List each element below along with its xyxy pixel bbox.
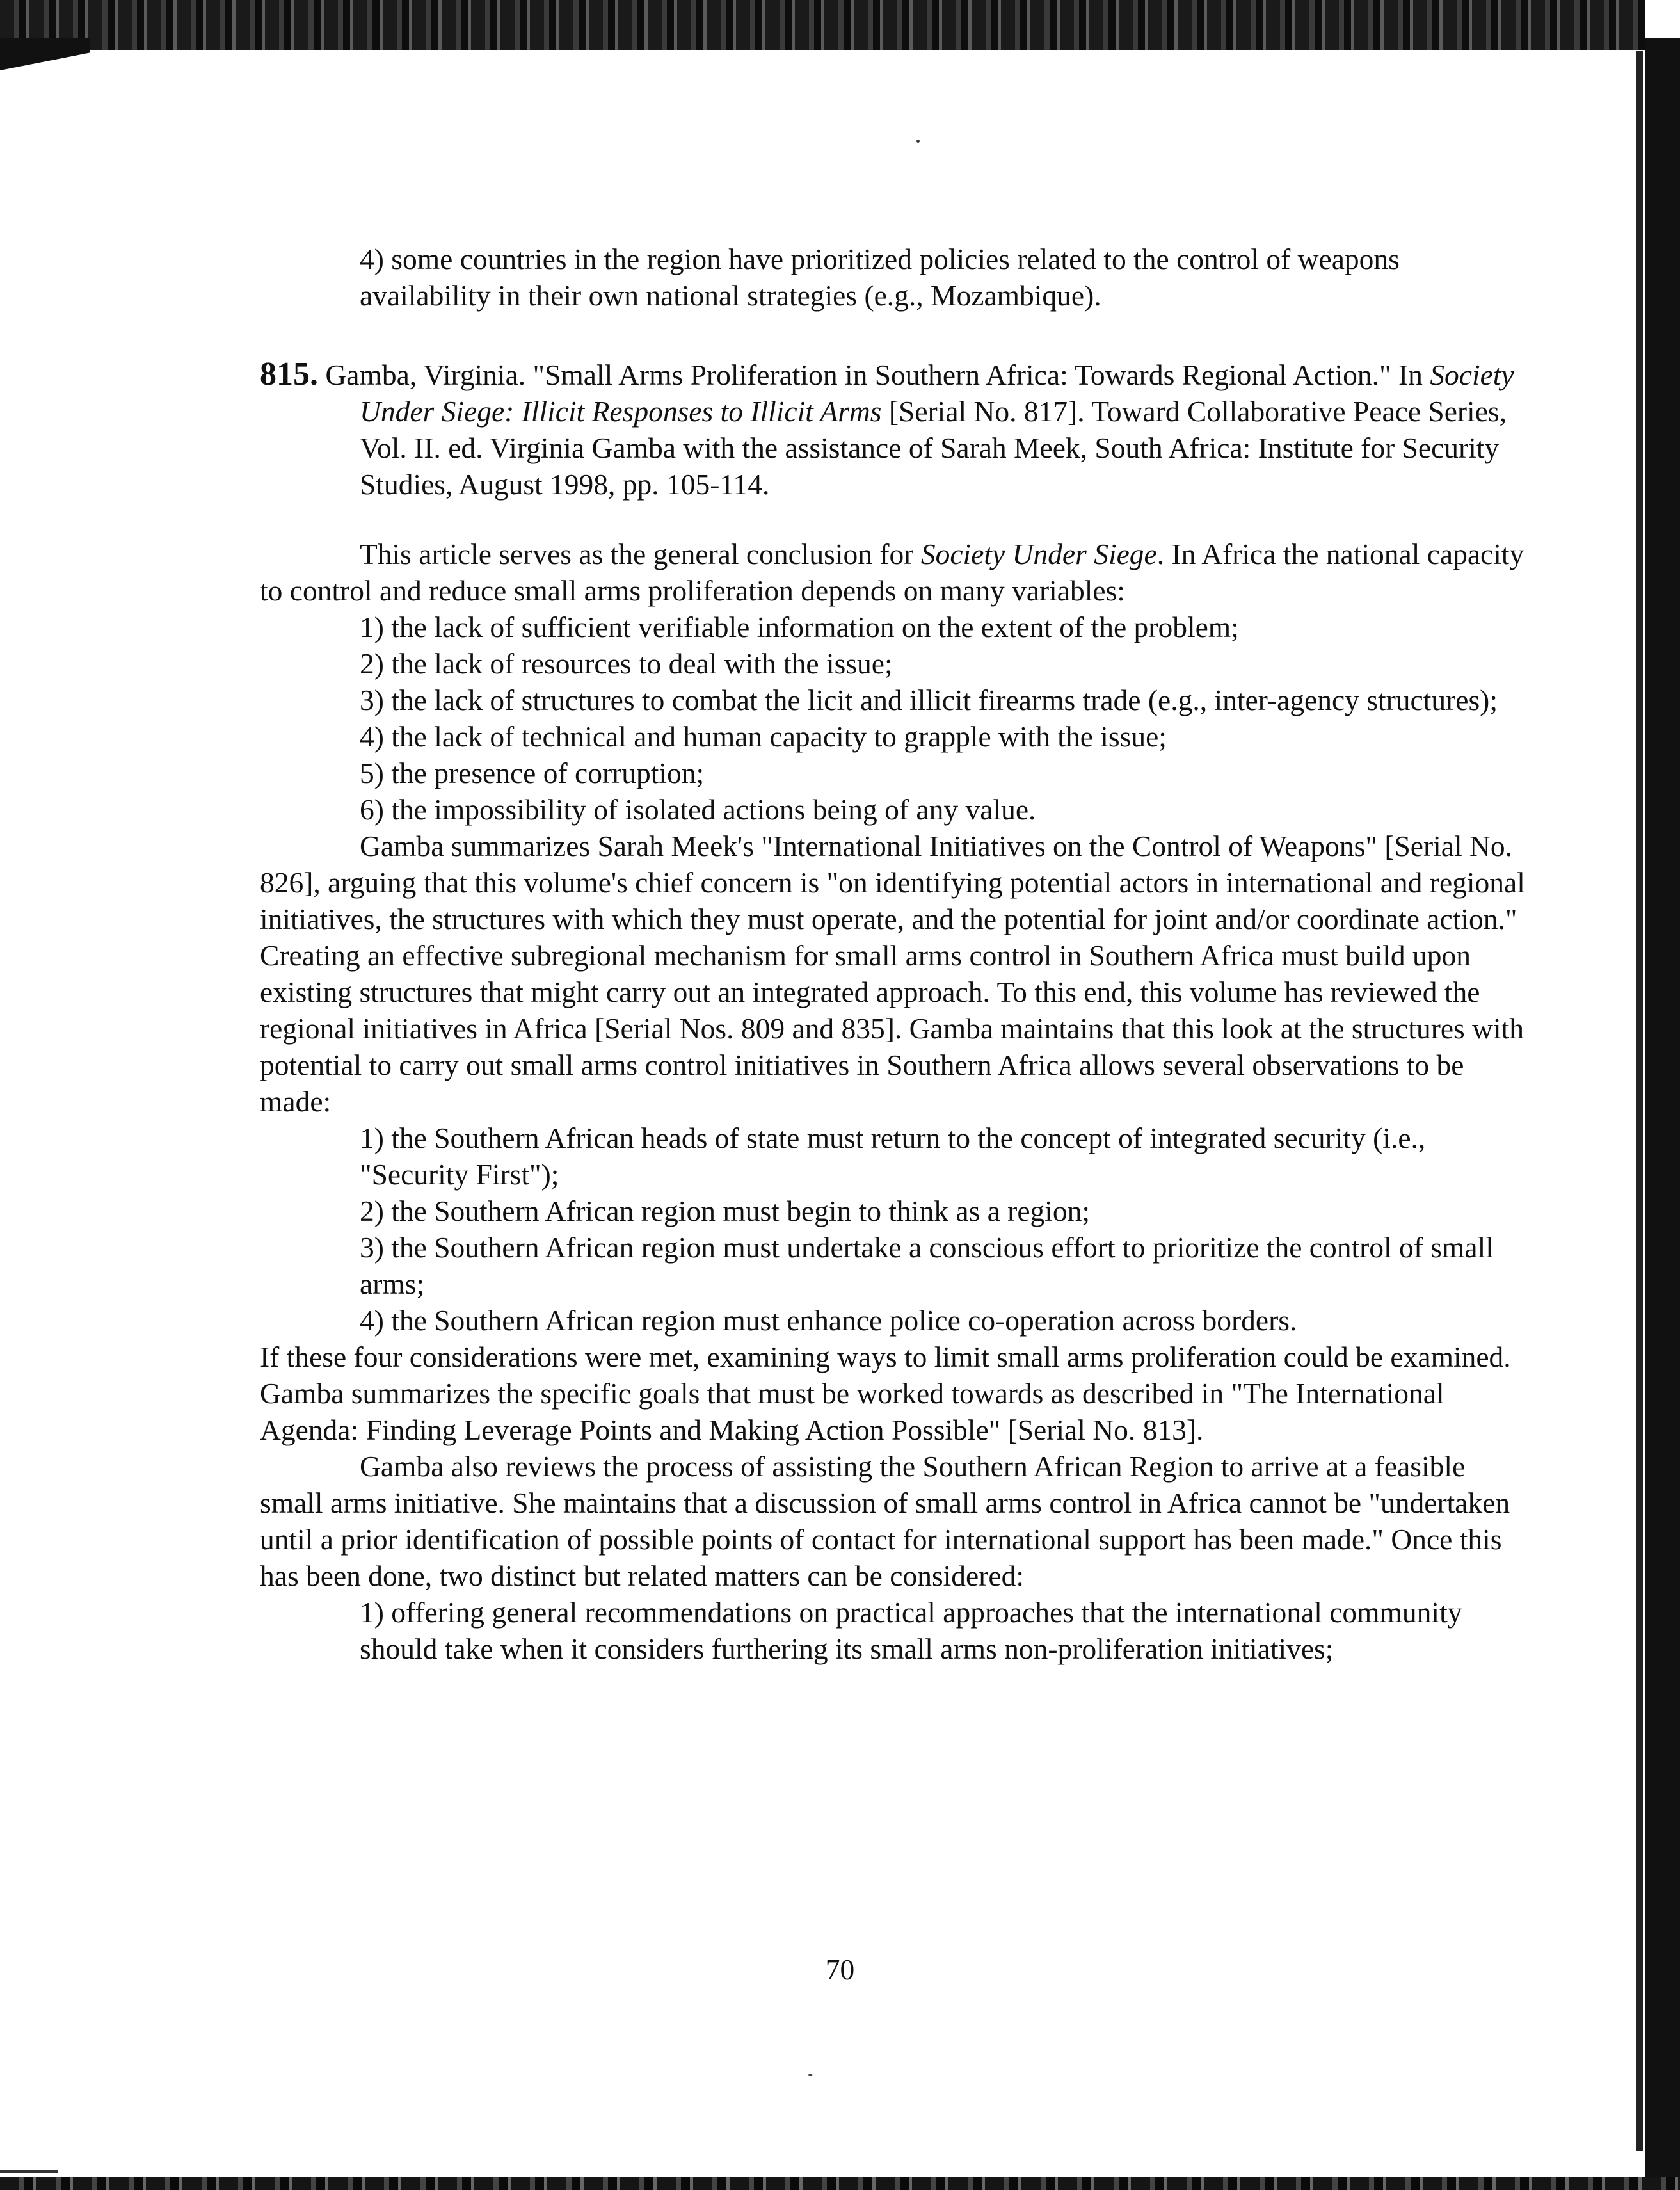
citation-book-title: Society Under Siege: Illicit Responses to Illicit Arms	[360, 358, 1514, 428]
scan-border-corner	[0, 38, 90, 70]
scan-speck	[916, 140, 920, 143]
list-item: 1) the lack of sufficient verifiable information on the extent of the problem;	[360, 611, 1239, 643]
page-number: 70	[825, 1953, 855, 1986]
scan-border-right-inner	[1636, 51, 1643, 2151]
scan-speck	[808, 2074, 813, 2076]
scan-border-bottom	[0, 2177, 1680, 2190]
entry-number: 815.	[260, 356, 318, 392]
list-item: 1) the Southern African heads of state must return to the concept of integrated security (i.e., "Security First");	[360, 1122, 1426, 1191]
list-item: 1) offering general recommendations on practical approaches that the international community should take when it considers furthering its small arms non-proliferation initiatives;	[360, 1596, 1462, 1665]
document-body	[260, 241, 1533, 1667]
abstract-intro-title: Society Under Siege	[920, 538, 1157, 570]
list-item: 4) the lack of technical and human capacity to grapple with the issue;	[360, 720, 1167, 753]
list-item: 5) the presence of corruption;	[360, 757, 705, 789]
abstract-intro	[260, 536, 1533, 609]
scan-border-bottom-mark	[0, 2170, 58, 2173]
citation-part: Gamba, Virginia. "Small Arms Proliferation in Southern Africa: Towards Regional Action." In	[325, 358, 1423, 391]
list-item: 3) the Southern African region must undertake a conscious effort to prioritize the control of small arms;	[360, 1231, 1494, 1300]
abstract-paragraph: If these four considerations were met, examining ways to limit small arms proliferation could be examined. Gamba summarizes the specific goals that must be worked towards as described in "The International Agenda: Finding Leverage Points and Making Action Possible" [Serial No. 813].	[260, 1341, 1511, 1446]
citation-part: [Serial No. 817]. Toward Collaborative Peace Series, Vol. II. ed. Virginia Gamba with the assistance of Sarah Meek, South Africa: Institute for Security Studies, August 1998, pp. 105-114.	[360, 395, 1507, 501]
abstract-paragraph: Gamba also reviews the process of assisting the Southern African Region to arrive at a feasible small arms initiative. She maintains that a discussion of small arms control in Africa cannot be "undertaken until a prior identification of possible points of contact for international support has been made." Once this has been done, two distinct but related matters can be considered:	[260, 1450, 1510, 1592]
bibliography-entry	[260, 356, 1533, 503]
abstract-intro-text: . In Africa the national capacity to control and reduce small arms proliferation depends on many variables:	[260, 538, 1524, 607]
abstract-paragraph: Gamba summarizes Sarah Meek's "International Initiatives on the Control of Weapons" [Serial No. 826], arguing that this volume's chief concern is "on identifying potential actors in international and regional initiatives, the structures with which they must operate, and the potential for joint and/or coordinate action." Creating an effective subregional mechanism for small arms control in Southern Africa must build upon existing structures that might carry out an integrated approach. To this end, this volume has reviewed the regional initiatives in Africa [Serial Nos. 809 and 835]. Gamba maintains that this look at the structures with potential to carry out small arms control initiatives in Southern Africa allows several observations to be made:	[260, 830, 1525, 1118]
list-item: 6) the impossibility of isolated actions being of any value.	[360, 793, 1036, 826]
list-item: 4) the Southern African region must enhance police co-operation across borders.	[360, 1304, 1297, 1337]
list-item: 3) the lack of structures to combat the licit and illicit firearms trade (e.g., inter-agency structures);	[360, 684, 1498, 716]
abstract-intro-text: This article serves as the general conclusion for	[360, 538, 914, 570]
scan-border-right	[1645, 38, 1680, 2190]
continuation-item: 4) some countries in the region have prioritized policies related to the control of weapons availability in their own national strategies (e.g., Mozambique).	[360, 243, 1400, 312]
list-item: 2) the Southern African region must begin to think as a region;	[360, 1195, 1091, 1227]
scan-border-top	[0, 0, 1645, 50]
list-item: 2) the lack of resources to deal with the issue;	[360, 647, 893, 680]
